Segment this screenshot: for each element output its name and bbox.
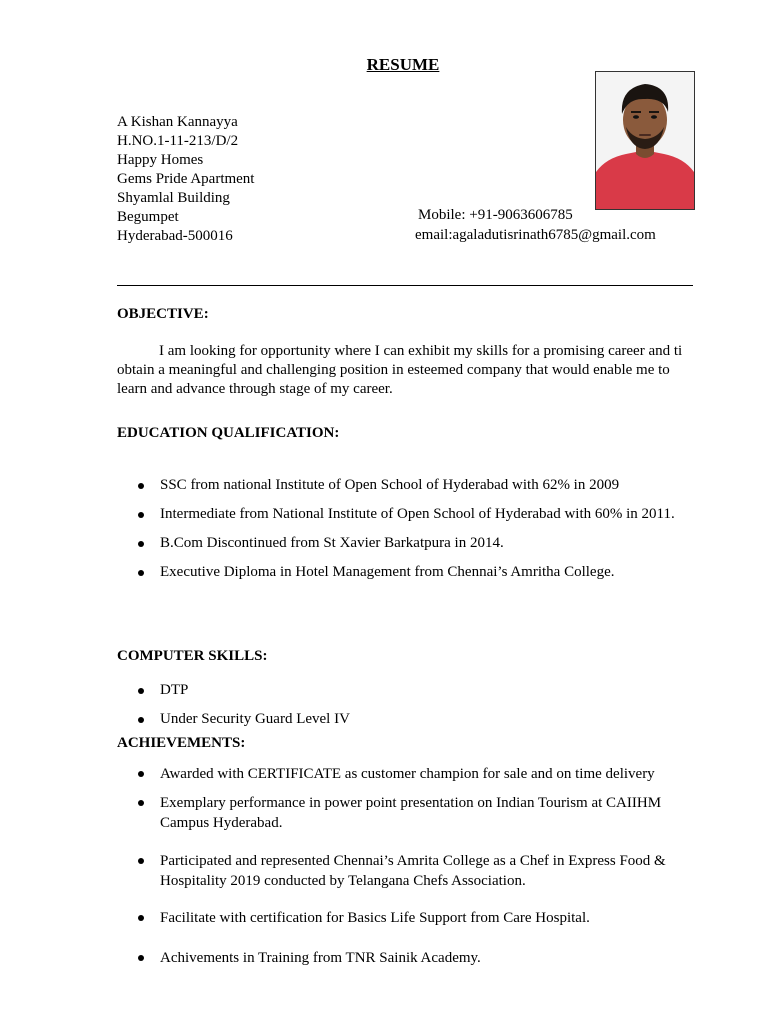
list-item: SSC from national Institute of Open School of Hyderabad with 62% in 2009 bbox=[117, 471, 697, 500]
profile-photo-image bbox=[596, 72, 694, 209]
education-list bbox=[117, 471, 697, 587]
list-item: Achivements in Training from TNR Sainik Academy. bbox=[117, 948, 697, 968]
bullet-icon bbox=[138, 541, 144, 547]
list-item: Intermediate from National Institute of Open School of Hyderabad with 60% in 2011. bbox=[117, 500, 697, 529]
skills-list bbox=[117, 676, 697, 734]
bullet-icon bbox=[138, 771, 144, 777]
bullet-icon bbox=[138, 570, 144, 576]
list-item: Exemplary performance in power point presentation on Indian Tourism at CAIIHM Campus Hyderabad. bbox=[117, 793, 697, 833]
address-line: Begumpet bbox=[117, 209, 179, 225]
bullet-icon bbox=[138, 858, 144, 864]
bullet-icon bbox=[138, 483, 144, 489]
bullet-icon bbox=[138, 717, 144, 723]
address-line: Gems Pride Apartment bbox=[117, 171, 255, 187]
address-line: Hyderabad-500016 bbox=[117, 228, 233, 244]
objective-heading: OBJECTIVE: bbox=[117, 306, 209, 322]
list-item: Under Security Guard Level IV bbox=[117, 705, 697, 734]
list-item: B.Com Discontinued from St Xavier Barkatpura in 2014. bbox=[117, 529, 697, 558]
achievements-list bbox=[117, 764, 697, 968]
bullet-icon bbox=[138, 688, 144, 694]
objective-text: I am looking for opportunity where I can exhibit my skills for a promising career and ti obtain a meaningful and challenging position in esteemed company that would enable me to learn and advance through stage of my career. bbox=[117, 343, 683, 397]
resume-title: RESUME bbox=[366, 55, 440, 74]
address-line: Happy Homes bbox=[117, 152, 204, 168]
bullet-icon bbox=[138, 800, 144, 806]
bullet-icon bbox=[138, 512, 144, 518]
skills-heading: COMPUTER SKILLS: bbox=[117, 648, 268, 664]
mobile-number: Mobile: +91-9063606785 bbox=[418, 207, 573, 223]
email-address: email:agaladutisrinath6785@gmail.com bbox=[415, 227, 656, 243]
list-item: Awarded with CERTIFICATE as customer champion for sale and on time delivery bbox=[117, 764, 697, 784]
divider-line bbox=[117, 285, 693, 286]
list-item: Participated and represented Chennai’s Amrita College as a Chef in Express Food & Hospitality 2019 conducted by Telangana Chefs Association. bbox=[117, 851, 697, 891]
achievements-heading: ACHIEVEMENTS: bbox=[117, 735, 246, 751]
profile-photo bbox=[595, 71, 695, 210]
education-heading: EDUCATION QUALIFICATION: bbox=[117, 425, 340, 441]
bullet-icon bbox=[138, 915, 144, 921]
list-item: DTP bbox=[117, 676, 697, 705]
address-line: Shyamlal Building bbox=[117, 190, 230, 206]
candidate-name: A Kishan Kannayya bbox=[117, 114, 238, 130]
bullet-icon bbox=[138, 955, 144, 961]
address-block bbox=[117, 113, 254, 246]
list-item: Facilitate with certification for Basics Life Support from Care Hospital. bbox=[117, 908, 697, 928]
list-item: Executive Diploma in Hotel Management from Chennai’s Amritha College. bbox=[117, 558, 697, 587]
address-line: H.NO.1-11-213/D/2 bbox=[117, 133, 239, 149]
